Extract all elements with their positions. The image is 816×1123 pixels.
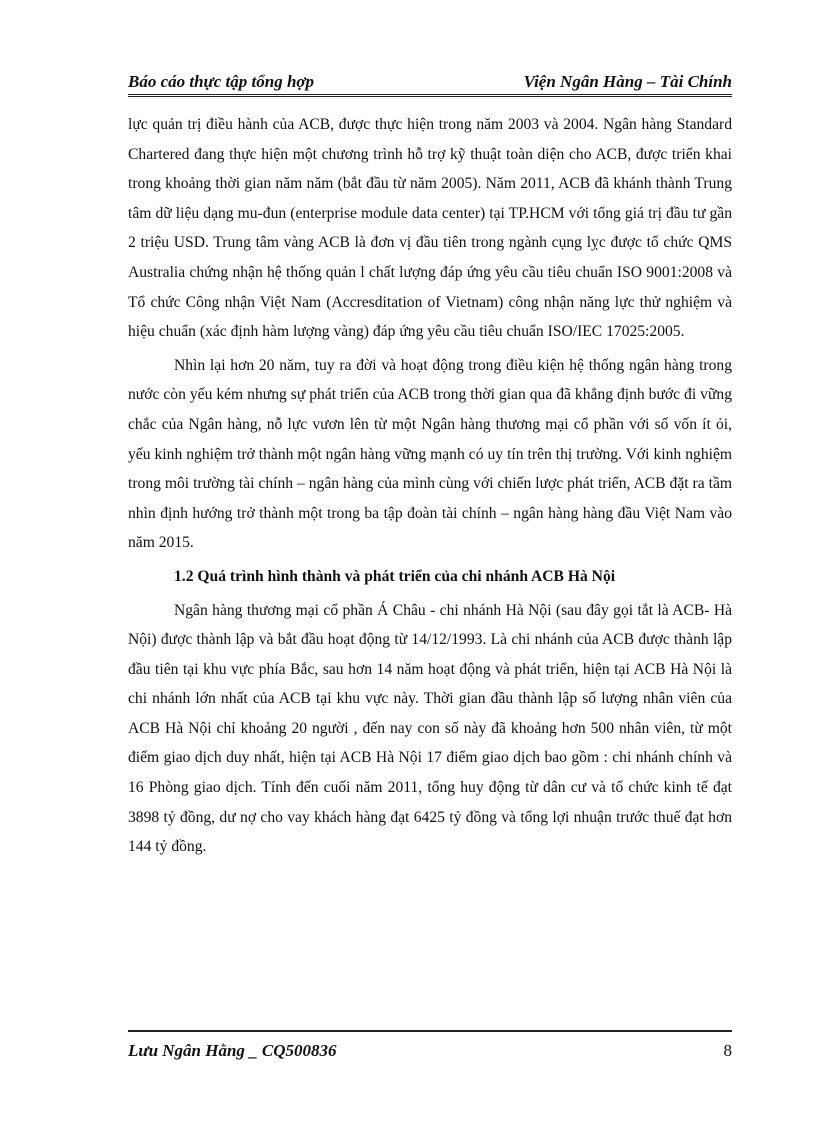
paragraph-hanoi-branch: Ngân hàng thương mại cổ phần Á Châu - chi nhánh Hà Nội (sau đây gọi tắt là ACB- Hà Nội) được thành lập và bắt đầu hoạt động từ 14/12/1993. Là chi nhánh của ACB được thành lập đầu tiên tại khu vực phía Bắc, sau hơn 14 năm hoạt động và phát triển, hiện tại ACB Hà Nội là chi nhánh lớn nhất của ACB tại khu vực này. Thời gian đầu thành lập số lượng nhân viên của ACB Hà Nội chỉ khoảng 20 người , đến nay con số này đã khoảng hơn 500 nhân viên, từ một điểm giao dịch duy nhất, hiện tại ACB Hà Nội 17 điểm giao dịch bao gồm : chi nhánh chính và 16 Phòng giao dịch. Tính đến cuối năm 2011, tổng huy động từ dân cư và tổ chức kinh tế đạt 3898 tỷ đồng, dư nợ cho vay khách hàng đạt 6425 tỷ đồng và tổng lợi nhuận trước thuế đạt hơn 144 tỷ đồng. xyxy=(128,601,732,856)
section-heading: 1.2 Quá trình hình thành và phát triển của chi nhánh ACB Hà Nội xyxy=(174,567,616,585)
page-footer xyxy=(128,1030,732,1061)
page-number: 8 xyxy=(723,1041,732,1060)
header-institute: Viện Ngân Hàng – Tài Chính xyxy=(523,72,732,91)
page-body xyxy=(128,110,732,866)
paragraph-acb-review: Nhìn lại hơn 20 năm, tuy ra đời và hoạt động trong điều kiện hệ thống ngân hàng trong nước còn yếu kém nhưng sự phát triển của ACB trong thời gian qua đã khẳng định bước đi vững chắc của Ngân hàng, nỗ lực vươn lên từ một Ngân hàng thương mại cổ phần với số vốn ít ỏi, yếu kinh nghiệm trở thành một ngân hàng vững mạnh có uy tín trên thị trường. Với kinh nghiệm trong môi trường tài chính – ngân hàng của mình cùng với chiến lược phát triển, ACB đặt ra tầm nhìn định hướng trở thành một trong ba tập đoàn tài chính – ngân hàng hàng đầu Việt Nam vào năm 2015. xyxy=(128,356,732,552)
header-report-title: Báo cáo thực tập tổng hợp xyxy=(128,72,315,91)
paragraph-acb-history: lực quản trị điều hành của ACB, được thực hiện trong năm 2003 và 2004. Ngân hàng Standard Chartered đang thực hiện một chương trình hỗ trợ kỹ thuật toàn diện cho ACB, được triển khai trong khoảng thời gian năm năm (bắt đầu từ năm 2005). Năm 2011, ACB đã khánh thành Trung tâm dữ liệu dạng mu-đun (enterprise module data center) tại TP.HCM với tổng giá trị đầu tư gần 2 triệu USD. Trung tâm vàng ACB là đơn vị đầu tiên trong ngành cụng lỵc được tổ chức QMS Australia chứng nhận hệ thống quản l chất lượng đáp ứng yêu cầu tiêu chuẩn ISO 9001:2008 và Tổ chức Công nhận Việt Nam (Accresditation of Vietnam) công nhận năng lực thử nghiệm và hiệu chuẩn (xác định hàm lượng vàng) đáp ứng yêu cầu tiêu chuẩn ISO/IEC 17025:2005. xyxy=(128,116,732,341)
footer-author: Lưu Ngân Hằng _ CQ500836 xyxy=(128,1041,337,1060)
page-header xyxy=(128,66,732,97)
